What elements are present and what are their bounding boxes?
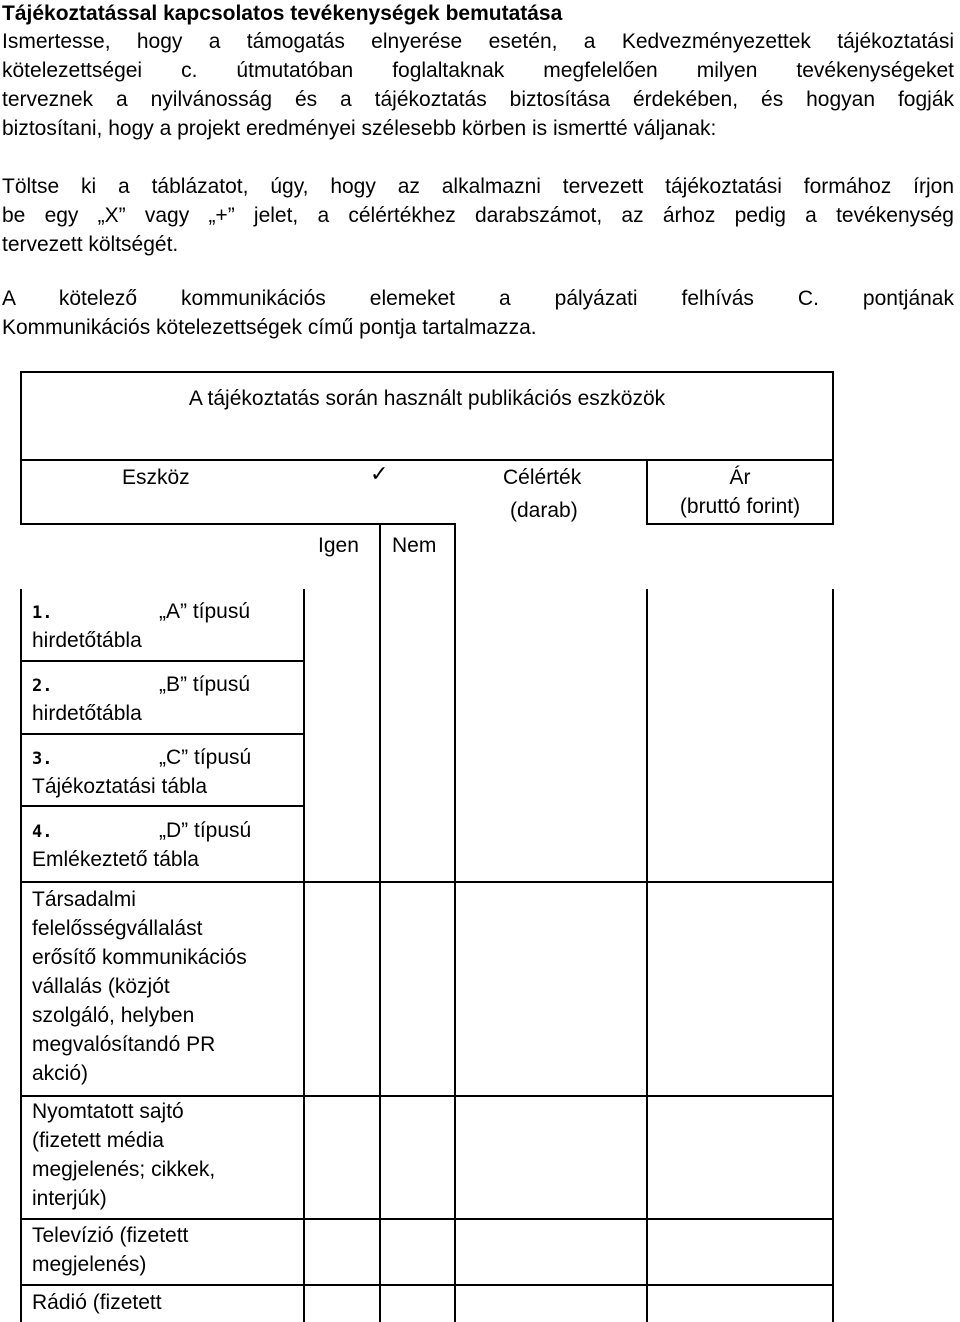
column-header-nem: Nem (392, 534, 437, 557)
row-label: „B” típusú (159, 673, 251, 696)
intro-line: biztosítani, hogy a projekt eredményei szélesebb körben is ismertté váljanak: (2, 117, 717, 140)
row-label: megvalósítandó PR (32, 1033, 216, 1056)
table-border (454, 523, 456, 589)
row-divider (20, 1218, 834, 1220)
table-border (20, 589, 22, 1322)
column-header-ar: Ár (729, 466, 751, 489)
row-label: vállalás (közjót (32, 975, 170, 998)
row-label: megjelenés) (32, 1253, 147, 1276)
row-number: 3. (32, 749, 53, 769)
row-label: felelősségvállalást (32, 917, 203, 940)
row-label: Televízió (fizetett (32, 1224, 189, 1247)
intro-line: Ismertesse, hogy a támogatás elnyerése esetén, a Kedvezményezettek tájékoztatási (2, 30, 954, 53)
row-label: akció) (32, 1062, 89, 1085)
table-border (379, 523, 381, 589)
column-header-celertek-unit: (darab) (510, 499, 578, 522)
table-border (20, 459, 834, 461)
intro-line: terveznek a nyilvánosság és a tájékoztatás biztosítása érdekében, és hogyan fogják (2, 88, 954, 111)
row-divider (20, 660, 305, 662)
row-label: hirdetőtábla (32, 702, 142, 725)
table-border (646, 589, 648, 1322)
table-border (303, 589, 305, 1322)
row-label: szolgáló, helyben (32, 1004, 195, 1027)
row-label (32, 597, 52, 628)
instruction-line: tervezett költségét. (2, 233, 179, 256)
row-label: Tájékoztatási tábla (32, 775, 208, 798)
row-divider (20, 881, 834, 883)
row-label: „C” típusú (159, 746, 252, 769)
table-border (20, 523, 454, 525)
row-number: 1. (32, 603, 53, 623)
row-number: 4. (32, 822, 53, 842)
table-border (379, 589, 381, 1322)
row-divider (20, 1284, 834, 1286)
note-line: Kommunikációs kötelezettségek című pontja tartalmazza. (2, 316, 537, 339)
check-mark-icon: ✓ (370, 462, 389, 487)
table-title: A tájékoztatás során használt publikációs eszközök (188, 387, 666, 410)
section-heading: Tájékoztatással kapcsolatos tevékenységek bemutatása (2, 2, 563, 25)
row-label: interjúk) (32, 1187, 107, 1210)
table-border (832, 589, 834, 1322)
row-label: „A” típusú (159, 600, 251, 623)
column-header-eszkoz: Eszköz (122, 466, 190, 489)
instruction-line: Töltse ki a táblázatot, úgy, hogy az alkalmazni tervezett tájékoztatási formához írjon (2, 175, 954, 198)
row-label: (fizetett média (32, 1129, 164, 1152)
intro-line: kötelezettségei c. útmutatóban foglaltaknak megfelelően milyen tevékenységeket (2, 59, 954, 82)
column-header-celertek: Célérték (503, 466, 582, 489)
row-label: Nyomtatott sajtó (32, 1100, 184, 1123)
row-divider (20, 733, 305, 735)
column-header-igen: Igen (318, 534, 359, 557)
table-border (646, 523, 834, 525)
row-label: megjelenés; cikkek, (32, 1158, 216, 1181)
note-line: A kötelező kommunikációs elemeket a pályázati felhívás C. pontjának (2, 287, 954, 310)
row-label: „D” típusú (159, 819, 252, 842)
row-label (32, 743, 52, 774)
row-label (32, 670, 52, 701)
row-label: hirdetőtábla (32, 629, 142, 652)
instruction-line: be egy „X” vagy „+” jelet, a célértékhez darabszámot, az árhoz pedig a tevékenység (2, 204, 954, 227)
row-label: Társadalmi (32, 888, 136, 911)
table-border (454, 589, 456, 1322)
row-label: Rádió (fizetett (32, 1291, 162, 1314)
row-number: 2. (32, 676, 53, 696)
row-label (32, 816, 52, 847)
column-header-ar-unit: (bruttó forint) (679, 495, 801, 518)
row-divider (20, 805, 305, 807)
table-border (20, 371, 834, 373)
row-label: erősítő kommunikációs (32, 946, 247, 969)
row-label: Emlékeztető tábla (32, 848, 199, 871)
